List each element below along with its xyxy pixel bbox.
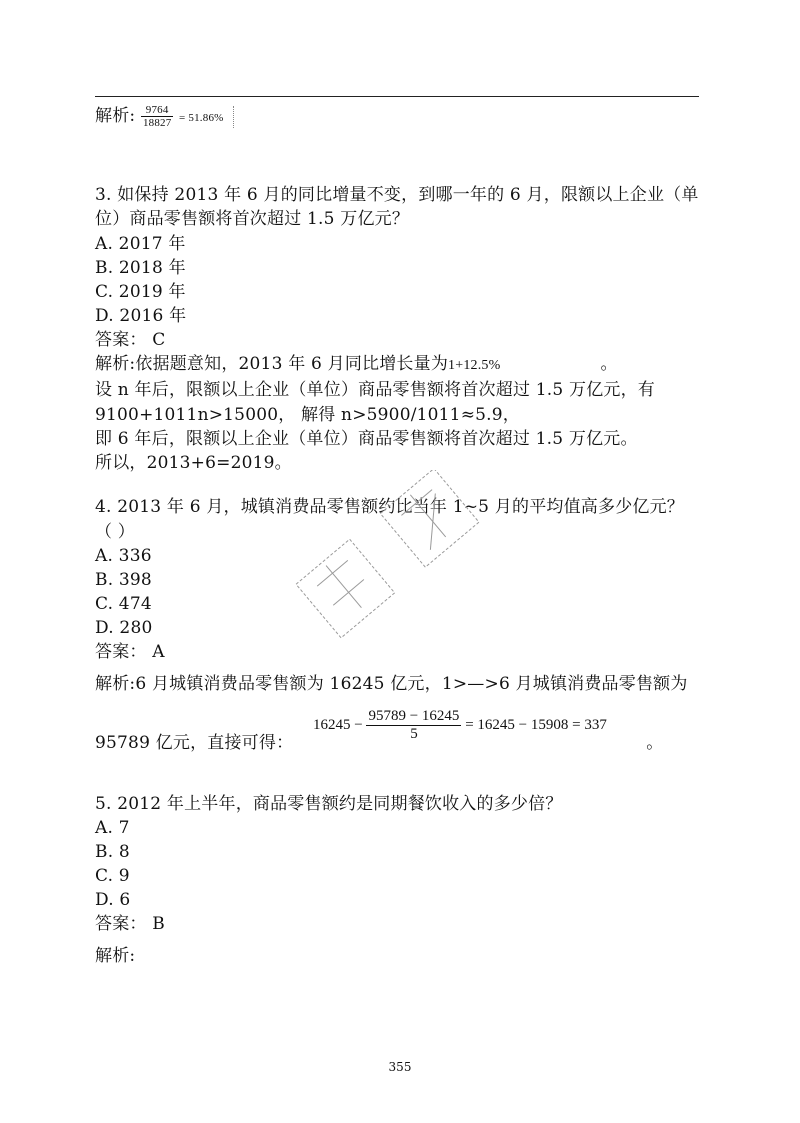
prev-explanation-label: 解析: xyxy=(95,106,136,126)
q4-option-c: C. 474 xyxy=(95,594,152,614)
q4-equation-left: 16245 − xyxy=(313,716,363,733)
prev-fraction-numerator: 9764 xyxy=(141,104,174,117)
q4-explanation-line2 xyxy=(95,732,664,754)
q3-explanation-line5: 所以，2013+6=2019。 xyxy=(95,453,292,473)
q3-explanation-line3: 9100+1011n>15000， 解得 n>5900/1011≈5.9， xyxy=(95,405,520,425)
q5-option-d: D. 6 xyxy=(95,890,131,910)
q3-option-a: A. 2017 年 xyxy=(95,234,186,254)
q4-answer: 答案： A xyxy=(95,642,165,662)
q3-explanation-end: 。 xyxy=(600,354,618,374)
q5-explanation-label: 解析: xyxy=(95,946,136,966)
q3-option-d: D. 2016 年 xyxy=(95,306,187,326)
q5-question-line1: 5. 2012 年上半年，商品零售额约是同期餐饮收入的多少倍？ xyxy=(95,794,563,814)
q3-explanation-line4: 即 6 年后，限额以上企业（单位）商品零售额将首次超过 1.5 万亿元。 xyxy=(95,429,638,449)
q4-question-line1: 4. 2013 年 6 月，城镇消费品零售额约比当年 1~5 月的平均值高多少亿元？ xyxy=(95,497,684,517)
q3-explanation-formula: 1+12.5% xyxy=(448,358,501,373)
q5-answer: 答案： B xyxy=(95,914,165,934)
q4-equation-right: = 16245 − 15908 = 337 xyxy=(465,716,607,733)
q4-explanation-line1: 解析:6 月城镇消费品零售额为 16245 亿元，1>—>6 月城镇消费品零售额为 xyxy=(95,674,688,694)
q4-question-line2: （ ） xyxy=(95,522,136,542)
header-rule xyxy=(95,96,699,97)
q4-equation-numerator: 95789 − 16245 xyxy=(368,708,460,724)
q3-question-line2: 位）商品零售额将首次超过 1.5 万亿元？ xyxy=(95,209,410,229)
q4-equation-denominator: 5 xyxy=(410,726,418,742)
q4-explanation-line2-text: 95789 亿元，直接可得： xyxy=(95,733,294,753)
q3-explanation-line2: 设 n 年后，限额以上企业（单位）商品零售额将首次超过 1.5 万亿元，有 xyxy=(95,380,655,400)
prev-explanation xyxy=(95,104,236,129)
cursor-mark xyxy=(233,106,236,128)
q4-option-a: A. 336 xyxy=(95,546,152,566)
q3-explanation-text: 解析:依据题意知，2013 年 6 月同比增长量为 xyxy=(95,354,449,374)
prev-fraction xyxy=(141,104,174,129)
q3-explanation-line1 xyxy=(95,353,618,377)
q4-option-d: D. 280 xyxy=(95,618,153,638)
q5-option-b: B. 8 xyxy=(95,842,130,862)
page-number: 355 xyxy=(388,1060,412,1074)
q5-option-c: C. 9 xyxy=(95,866,130,886)
q5-option-a: A. 7 xyxy=(95,818,130,838)
q3-option-c: C. 2019 年 xyxy=(95,282,186,302)
q3-answer: 答案： C xyxy=(95,330,166,350)
q4-option-b: B. 398 xyxy=(95,570,152,590)
q3-question-line1: 3. 如保持 2013 年 6 月的同比增量不变，到哪一年的 6 月，限额以上企业（单 xyxy=(95,185,699,205)
prev-fraction-denominator: 18827 xyxy=(142,117,172,129)
q3-option-b: B. 2018 年 xyxy=(95,258,186,278)
q4-explanation-end: 。 xyxy=(646,733,664,753)
prev-fraction-result: = 51.86% xyxy=(179,112,224,124)
